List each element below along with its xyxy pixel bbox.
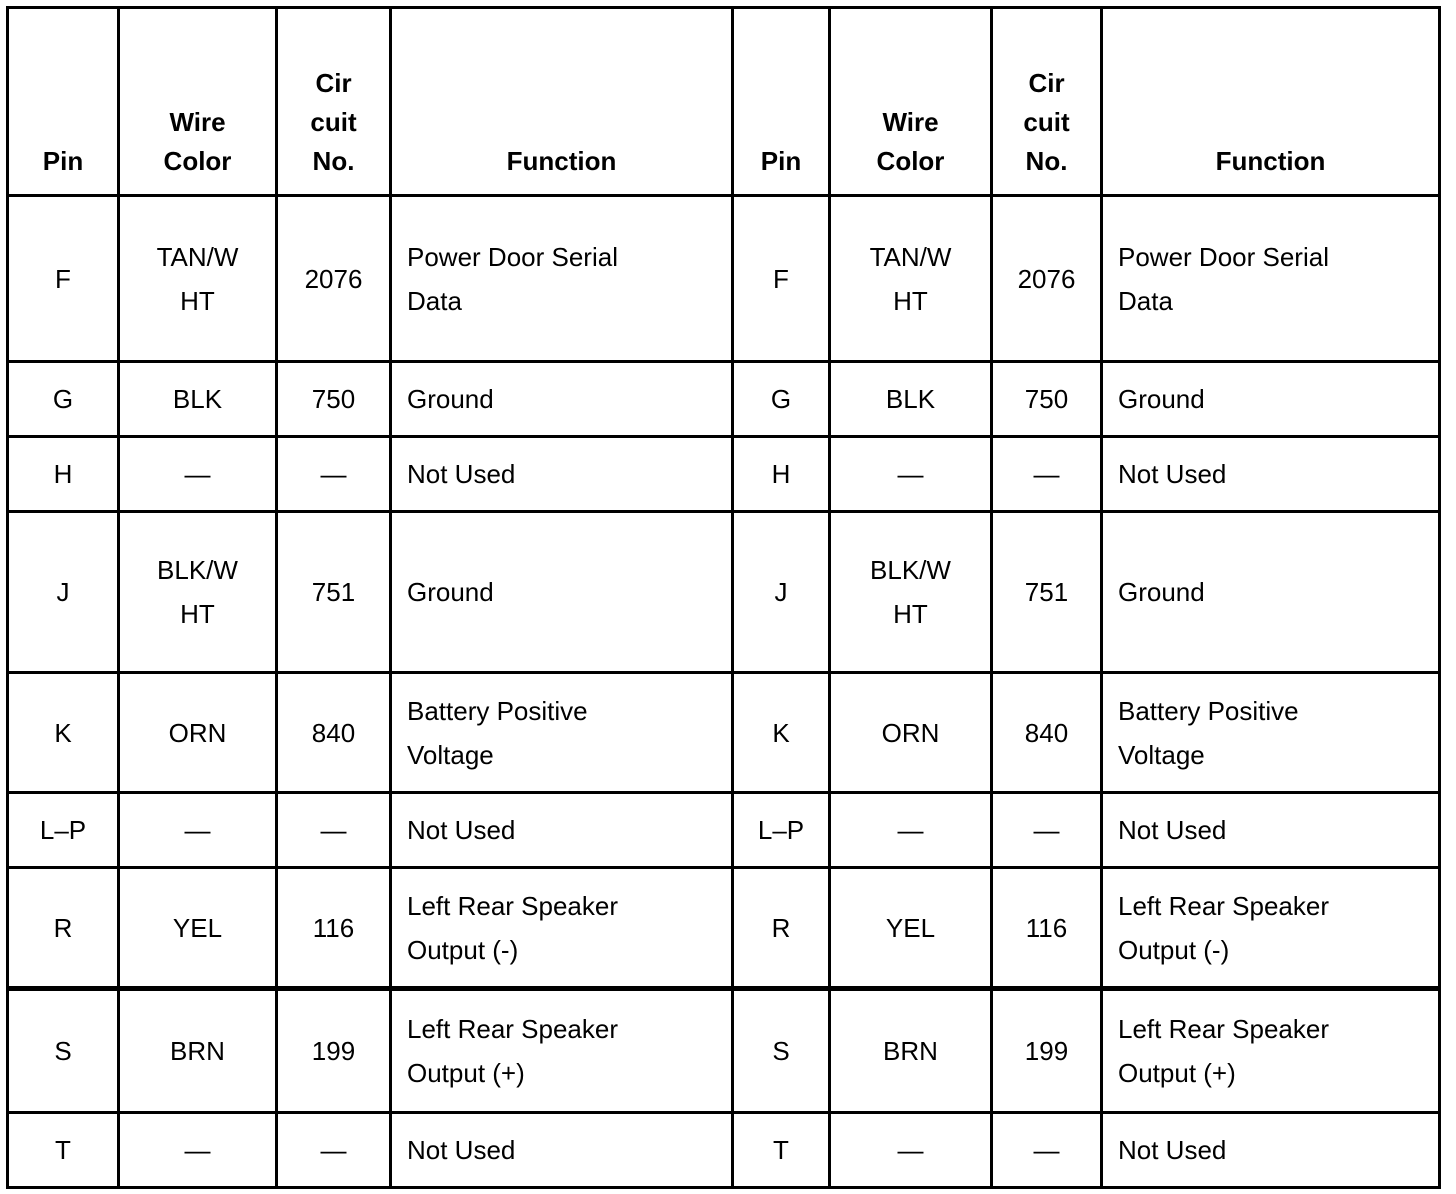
pin-cell: R [8,868,119,989]
function-cell: Not Used [1102,793,1440,868]
header-function-right: Function [1102,8,1440,196]
pin-cell: T [8,1113,119,1188]
function-cell: Not Used [1102,1113,1440,1188]
circuit-cell: 750 [277,362,391,437]
pin-cell: K [733,673,830,793]
function-cell: Battery Positive Voltage [391,673,733,793]
pin-cell: J [8,512,119,673]
table-row [8,1113,1440,1188]
function-cell: Not Used [391,437,733,512]
circuit-cell: 751 [992,512,1102,673]
wire-color-cell: — [119,793,277,868]
pin-cell: G [733,362,830,437]
wire-color-cell: — [830,437,992,512]
wire-color-cell: TAN/W HT [119,196,277,362]
wire-color-cell: YEL [830,868,992,989]
pin-cell: F [8,196,119,362]
table-row [8,362,1440,437]
header-circuit-right: Cir cuit No. [992,8,1102,196]
circuit-cell: — [992,793,1102,868]
header-function-left: Function [391,8,733,196]
wire-color-cell: ORN [119,673,277,793]
wire-color-cell: — [830,1113,992,1188]
function-cell: Left Rear Speaker Output (+) [391,989,733,1113]
wire-color-cell: BLK [830,362,992,437]
function-cell: Battery Positive Voltage [1102,673,1440,793]
circuit-cell: 840 [277,673,391,793]
pin-cell: J [733,512,830,673]
table-row [8,989,1440,1113]
pin-cell: G [8,362,119,437]
pin-cell: H [733,437,830,512]
circuit-cell: 116 [277,868,391,989]
wire-color-cell: BLK/W HT [119,512,277,673]
wire-color-cell: BRN [119,989,277,1113]
circuit-cell: — [992,437,1102,512]
pin-cell: L–P [8,793,119,868]
pin-cell: T [733,1113,830,1188]
table-row [8,793,1440,868]
pin-cell: S [8,989,119,1113]
table-row [8,512,1440,673]
function-cell: Not Used [391,1113,733,1188]
function-cell: Ground [1102,512,1440,673]
circuit-cell: 750 [992,362,1102,437]
header-pin-right: Pin [733,8,830,196]
header-wire-color-left: Wire Color [119,8,277,196]
circuit-cell: — [277,1113,391,1188]
function-cell: Left Rear Speaker Output (-) [391,868,733,989]
wire-color-cell: BLK/W HT [830,512,992,673]
circuit-cell: 199 [277,989,391,1113]
pin-cell: K [8,673,119,793]
function-cell: Left Rear Speaker Output (+) [1102,989,1440,1113]
table-row [8,437,1440,512]
function-cell: Not Used [391,793,733,868]
header-wire-color-right: Wire Color [830,8,992,196]
wire-color-cell: BLK [119,362,277,437]
circuit-cell: — [277,437,391,512]
circuit-cell: 751 [277,512,391,673]
circuit-cell: 199 [992,989,1102,1113]
circuit-cell: 2076 [992,196,1102,362]
circuit-cell: — [992,1113,1102,1188]
function-cell: Ground [391,362,733,437]
table-row [8,196,1440,362]
table-row [8,868,1440,989]
wire-color-cell: ORN [830,673,992,793]
wire-color-cell: YEL [119,868,277,989]
function-cell: Left Rear Speaker Output (-) [1102,868,1440,989]
pin-cell: F [733,196,830,362]
table-row [8,673,1440,793]
circuit-cell: — [277,793,391,868]
pin-cell: R [733,868,830,989]
circuit-cell: 840 [992,673,1102,793]
function-cell: Not Used [1102,437,1440,512]
function-cell: Power Door Serial Data [391,196,733,362]
wire-color-cell: TAN/W HT [830,196,992,362]
wire-color-cell: BRN [830,989,992,1113]
pin-cell: L–P [733,793,830,868]
pin-cell: H [8,437,119,512]
wire-color-cell: — [119,1113,277,1188]
wire-color-cell: — [119,437,277,512]
header-circuit-left: Cir cuit No. [277,8,391,196]
table-header-row [8,8,1440,196]
pin-cell: S [733,989,830,1113]
function-cell: Power Door Serial Data [1102,196,1440,362]
circuit-cell: 116 [992,868,1102,989]
wire-color-cell: — [830,793,992,868]
circuit-cell: 2076 [277,196,391,362]
function-cell: Ground [1102,362,1440,437]
connector-pinout-table [6,6,1441,1189]
header-pin-left: Pin [8,8,119,196]
function-cell: Ground [391,512,733,673]
